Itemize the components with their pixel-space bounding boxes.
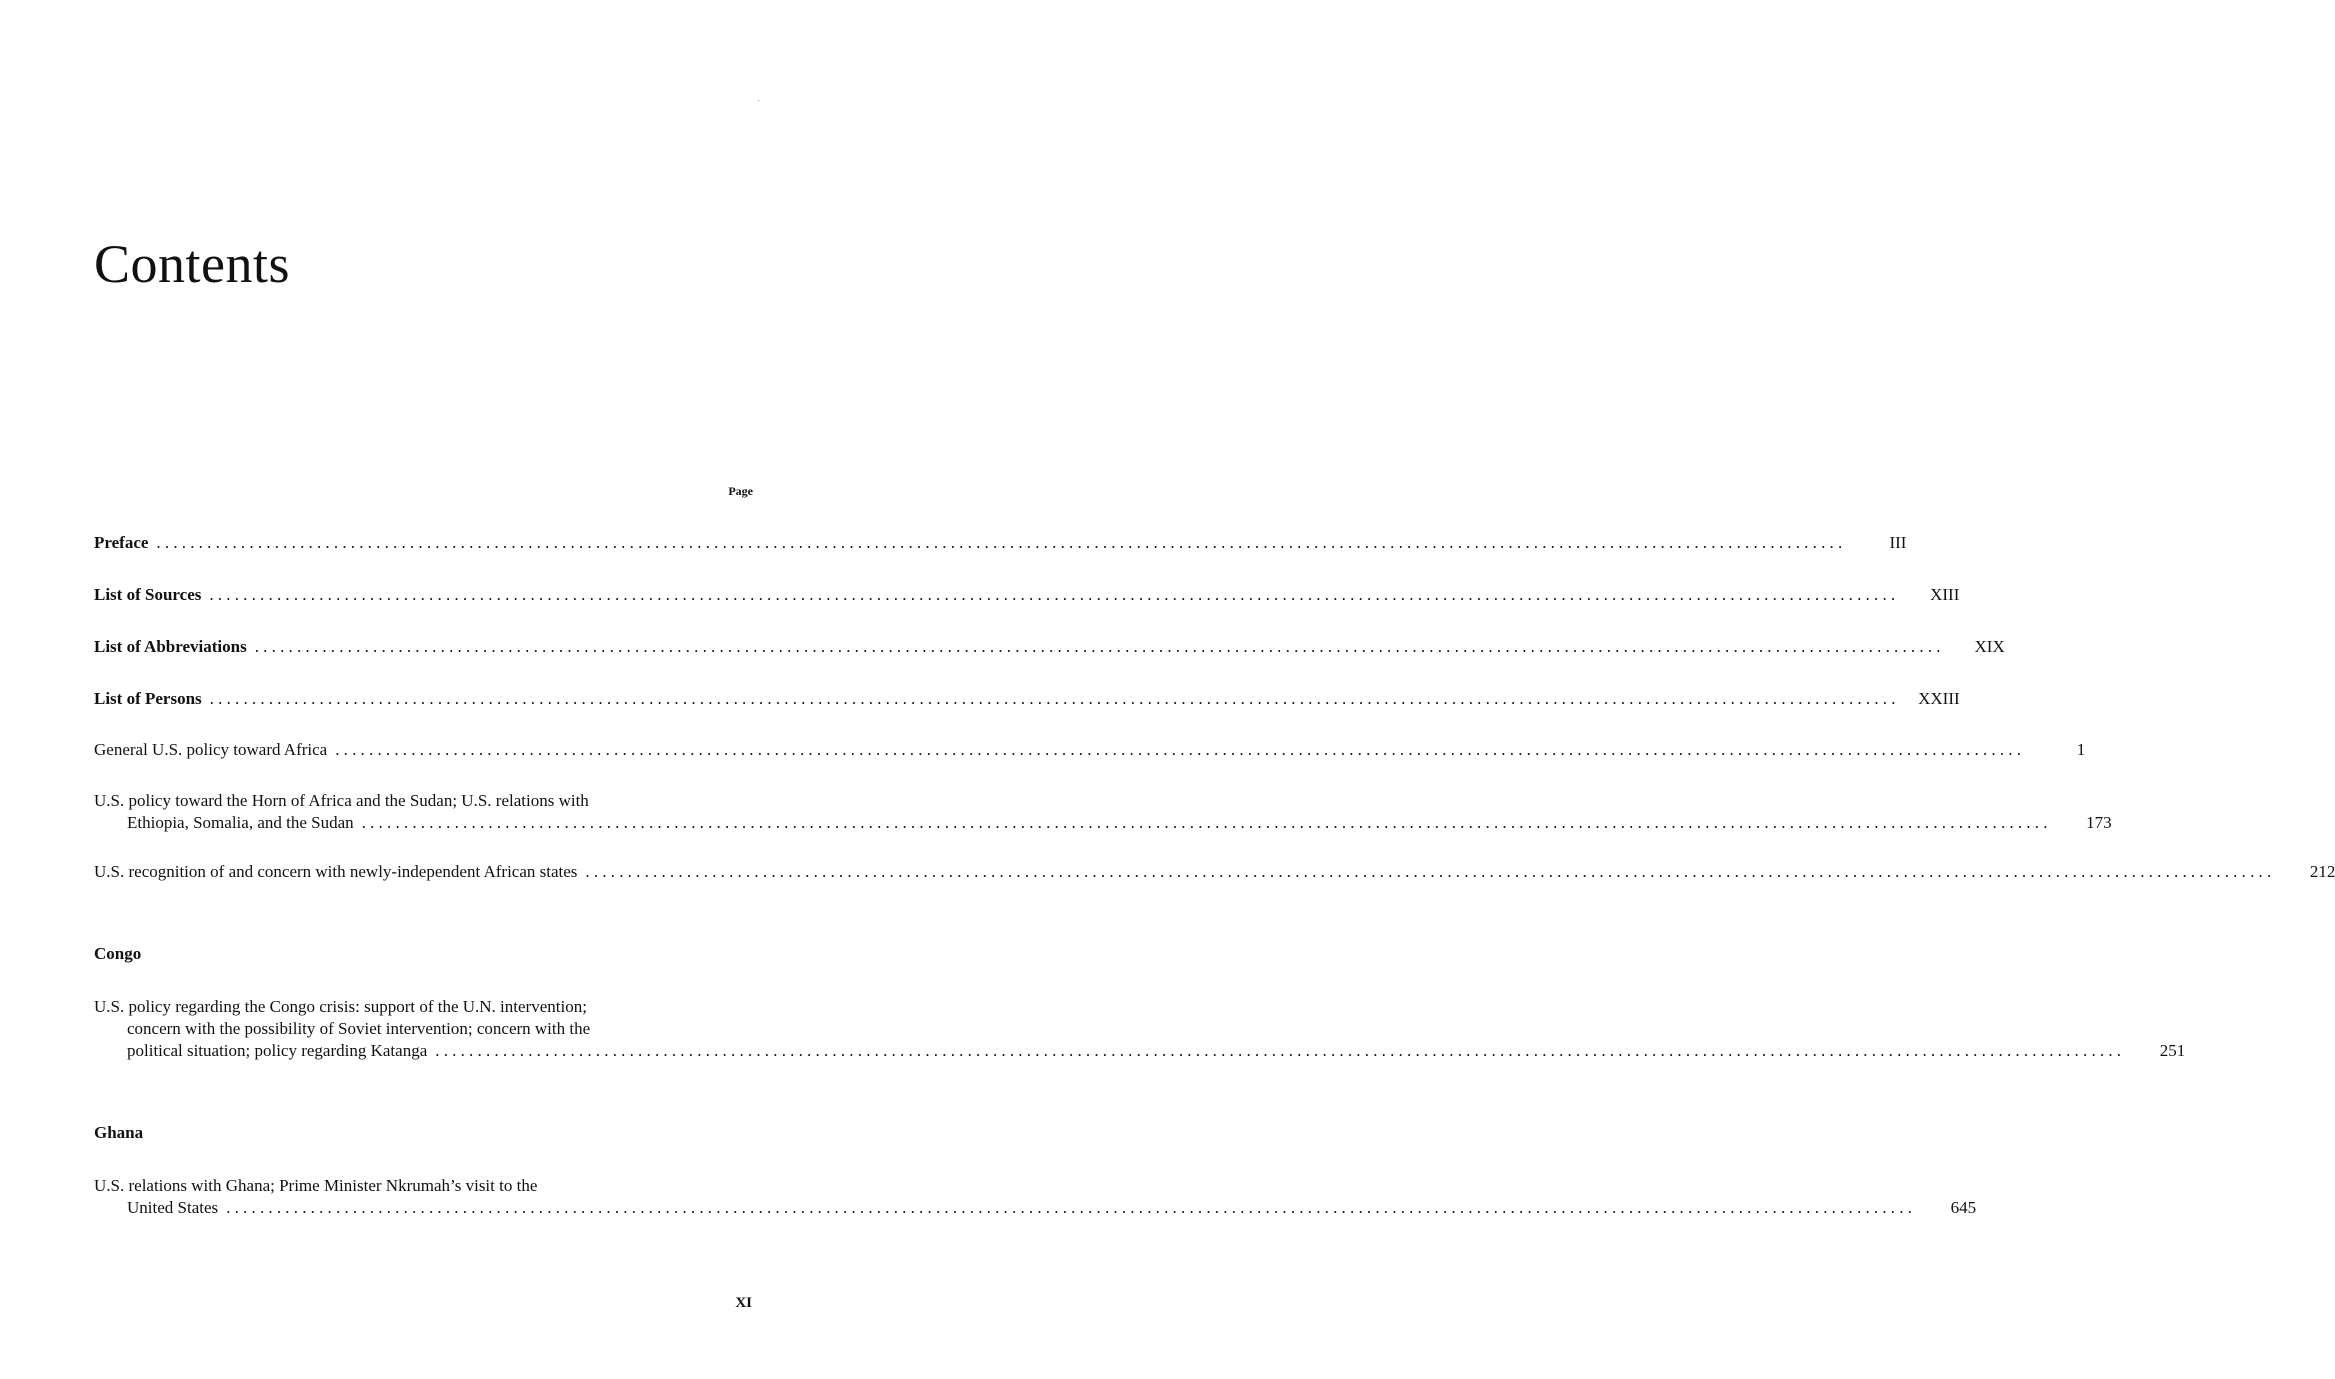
toc-entry-label: General U.S. policy toward Africa	[94, 740, 328, 759]
toc-page-number: XIX	[1974, 637, 2005, 656]
scan-speck	[758, 100, 759, 101]
toc-entry-list-of-sources[interactable]	[94, 584, 1960, 606]
toc-entry-list-of-abbreviations[interactable]	[94, 636, 2005, 658]
toc-page-number: 212	[2309, 862, 2335, 881]
toc-entry-label: U.S. recognition of and concern with newly-independent African states	[94, 862, 578, 881]
toc-entry-line: concern with the possibility of Soviet intervention; concern with the	[127, 1019, 591, 1038]
toc-entry-line: U.S. relations with Ghana; Prime Minister Nkrumah’s visit to the	[94, 1176, 538, 1195]
toc-entry-list-of-persons[interactable]	[94, 688, 1960, 710]
toc-entry-preface[interactable]	[94, 532, 1907, 554]
toc-entry-label: List of Abbreviations	[94, 637, 247, 656]
page-folio: XI	[735, 1295, 752, 1311]
toc-entry-general-policy[interactable]	[94, 739, 2086, 761]
toc-entry-line: U.S. policy toward the Horn of Africa and the Sudan; U.S. relations with	[94, 791, 589, 810]
toc-entry-ghana-relations[interactable]	[94, 1175, 1977, 1219]
page-column-label: Page	[728, 484, 753, 498]
section-heading-ghana: Ghana	[94, 1123, 144, 1142]
dot-leader: ........................................................................................................................................................................................................	[209, 585, 1900, 604]
toc-page-number: XXIII	[1918, 689, 1960, 708]
toc-page-number: 251	[2159, 1041, 2186, 1060]
dot-leader: ........................................................................................................................................................................................................	[361, 813, 2052, 832]
dot-leader: ........................................................................................................................................................................................................	[335, 740, 2026, 759]
section-heading-congo: Congo	[94, 944, 142, 963]
toc-page-number: 645	[1950, 1198, 1977, 1217]
toc-entry-label: political situation; policy regarding Katanga	[127, 1041, 428, 1060]
toc-entry-label: Preface	[94, 533, 149, 552]
page-title: Contents	[94, 234, 291, 294]
dot-leader: ........................................................................................................................................................................................................	[226, 1198, 1917, 1217]
dot-leader: ........................................................................................................................................................................................................	[585, 862, 2276, 881]
toc-page-number: 1	[2076, 740, 2086, 759]
toc-entry-newly-independent-states[interactable]	[94, 861, 2335, 883]
toc-page-number: XIII	[1930, 585, 1960, 604]
dot-leader: ........................................................................................................................................................................................................	[209, 689, 1900, 708]
toc-entry-label: List of Sources	[94, 585, 202, 604]
toc-entry-label: Ethiopia, Somalia, and the Sudan	[127, 813, 354, 832]
toc-entry-label: List of Persons	[94, 689, 202, 708]
toc-entry-horn-of-africa[interactable]	[94, 790, 2112, 834]
toc-entry-label: United States	[127, 1198, 219, 1217]
toc-page-number: 173	[2086, 813, 2112, 832]
dot-leader: ........................................................................................................................................................................................................	[254, 637, 1945, 656]
toc-entry-congo-crisis[interactable]	[94, 996, 2186, 1062]
toc-entry-line: U.S. policy regarding the Congo crisis: support of the U.N. intervention;	[94, 997, 587, 1016]
dot-leader: ........................................................................................................................................................................................................	[435, 1041, 2126, 1060]
toc-page-number: III	[1889, 533, 1907, 552]
dot-leader: ........................................................................................................................................................................................................	[156, 533, 1847, 552]
